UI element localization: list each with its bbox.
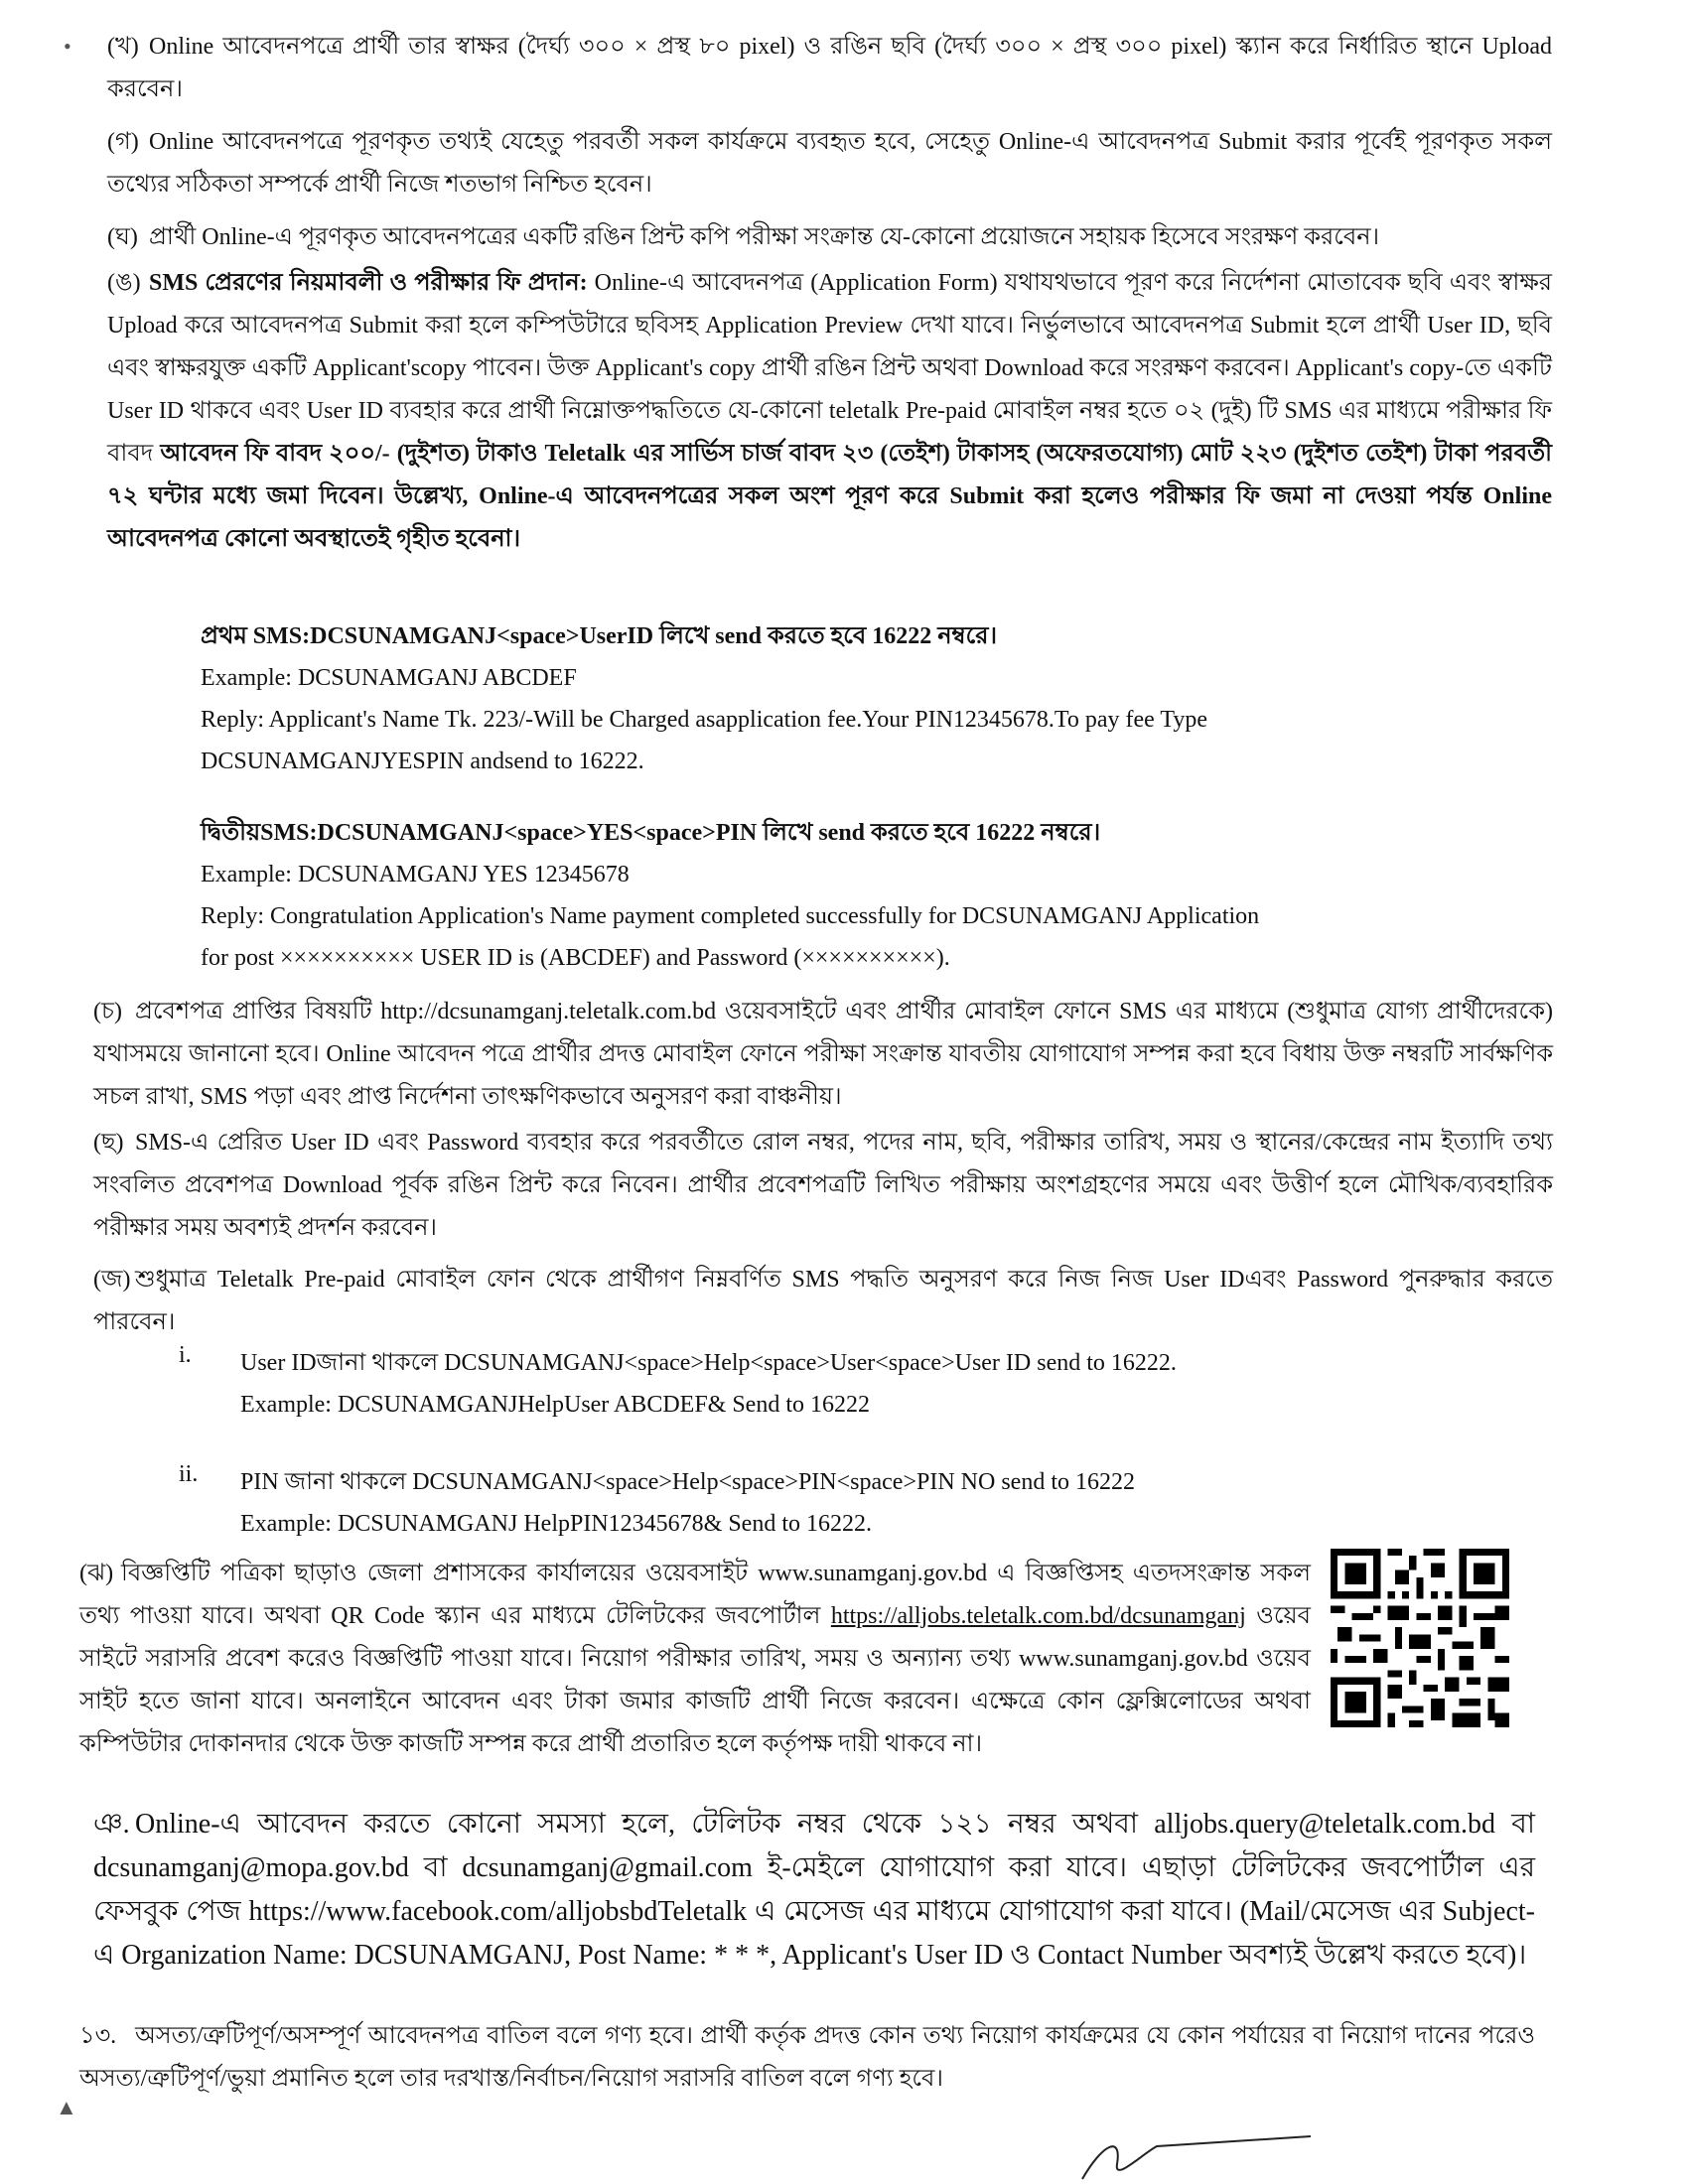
para-uma: [107, 262, 1552, 561]
para-text: Online-এ আবেদনপত্র (Application Form) যথাযথভাবে পূরণ করে নির্দেশনা মোতাবেক ছবি এবং স্বাক্ষর Upload করে আবেদনপত্র Submit করা হলে কম্পিউটারে ছবিসহ Application Preview দেখা যাবে। নির্ভুলভাবে আবেদনপত্র Submit হলে প্রার্থী User ID, ছবি এবং স্বাক্ষরযুক্ত একটি Applicant'scopy পাবেন। উক্ত Applicant's copy প্রার্থী রঙিন প্রিন্ট অথবা Download করে সংরক্ষণ করবেন। Applicant's copy-তে একটি User ID থাকবে এবং User ID ব্যবহার করে প্রার্থী নিম্নোক্তপদ্ধতিতে যে-কোনো teletalk Pre-paid মোবাইল নম্বর হতে ০২ (দুই) টি SMS এর মাধ্যমে পরীক্ষার ফি বাবদ: [107, 270, 1552, 467]
qr-code-icon: [1331, 1549, 1509, 1727]
item-i-block: [240, 1342, 1531, 1426]
sms-second-block: [201, 812, 1551, 979]
margin-mark-bottom: ▲: [56, 2095, 77, 2119]
sms-first-example: Example: DCSUNAMGANJ ABCDEF: [201, 665, 577, 691]
item-i-example: Example: DCSUNAMGANJHelpUser ABCDEF& Send to 16222: [240, 1392, 870, 1418]
sms-second-reply-cont: for post ×××××××××× USER ID is (ABCDEF) and Password (××××××××××).: [201, 945, 950, 971]
para-kha: [107, 26, 1552, 111]
para-label: (গ): [107, 129, 139, 155]
para-label: (ঙ): [107, 270, 141, 296]
job-portal-link[interactable]: https://alljobs.teletalk.com.bd/dcsunamganj: [830, 1603, 1246, 1629]
item-ii-number: ii.: [179, 1461, 199, 1487]
para-label: ঞ.: [93, 1809, 130, 1840]
margin-mark-top: •: [64, 34, 71, 59]
para-label: (ছ): [93, 1130, 124, 1156]
item-ii-block: [240, 1461, 1531, 1545]
para-text: Online আবেদনপত্রে প্রার্থী তার স্বাক্ষর (দৈর্ঘ্য ৩০০ × প্রস্থ ৮০ pixel) ও রঙিন ছবি (দৈর্ঘ্য ৩০০ × প্রস্থ ৩০০ pixel) স্ক্যান করে নির্ধারিত স্থানে Upload করবেন।: [107, 34, 1552, 102]
para-label: (খ): [107, 34, 139, 60]
para-text: প্রার্থী Online-এ পূরণকৃত আবেদনপত্রের একটি রঙিন প্রিন্ট কপি পরীক্ষা সংক্রান্ত যে-কোনো প্রয়োজনে সহায়ক হিসেবে সংরক্ষণ করবেন।: [149, 224, 1380, 250]
para-nya: [93, 1803, 1535, 1978]
para-ga: [107, 121, 1552, 206]
sms-second-line: দ্বিতীয়SMS:DCSUNAMGANJ<space>YES<space>PIN লিখে send করতে হবে 16222 নম্বরে।: [201, 820, 1101, 846]
fee-text: আবেদন ফি বাবদ ২০০/- (দুইশত) টাকাও Teletalk এর সার্ভিস চার্জ বাবদ ২৩ (তেইশ) টাকাসহ (অফেরতযোগ্য) মোট ২২৩ (দুইশত তেইশ) টাকা পরবর্তী ৭২ ঘন্টার মধ্যে জমা দিবেন। উল্লেখ্য, Online-এ আবেদনপত্রের সকল অংশ পূরণ করে Submit করা হলেও পরীক্ষার ফি জমা না দেওয়া পর্যন্ত Online আবেদনপত্র কোনো অবস্থাতেই গৃহীত হবেনা।: [107, 441, 1552, 552]
para-text-cont: ওয়েব সাইটে সরাসরি প্রবেশ করেও বিজ্ঞপ্তিটি পাওয়া যাবে। নিয়োগ পরীক্ষার তারিখ, সময় ও অন্যান্য তথ্য www.sunamganj.gov.bd ওয়েব সাইট হতে জানা যাবে। অনলাইনে আবেদন এবং টাকা জমার কাজটি প্রার্থী নিজে করবেন। এক্ষেত্রে কোন ফ্লেক্সিলোডের অথবা কম্পিউটার দোকানদার থেকে উক্ত কাজটি সম্পন্ন করে প্রার্থী প্রতারিত হলে কর্তৃপক্ষ দায়ী থাকবে না।: [79, 1603, 1312, 1757]
para-ja: [93, 1259, 1553, 1344]
sms-first-reply: Reply: Applicant's Name Tk. 223/-Will be Charged asapplication fee.Your PIN12345678.To pay fee Type: [201, 707, 1208, 733]
para-label: (জ): [93, 1267, 131, 1293]
para-gha: [107, 216, 1552, 259]
para-text: প্রবেশপত্র প্রাপ্তির বিষয়টি http://dcsunamganj.teletalk.com.bd ওয়েবসাইটে এবং প্রার্থীর মোবাইল ফোনে SMS এর মাধ্যমে (শুধুমাত্র যোগ্য প্রার্থীদেরকে) যথাসময়ে জানানো হবে। Online আবেদন পত্রে প্রার্থীর প্রদত্ত মোবাইল ফোনে পরীক্ষা সংক্রান্ত যাবতীয় যোগাযোগ সম্পন্ন করা হবে বিধায় উক্ত নম্বরটি সার্বক্ষণিক সচল রাখা, SMS পড়া এবং প্রাপ্ত নির্দেশনা তাৎক্ষণিকভাবে অনুসরণ করা বাঞ্চনীয়।: [93, 999, 1553, 1110]
para-chha: [93, 1122, 1553, 1250]
para-text: Online আবেদনপত্রে পূরণকৃত তথ্যই যেহেতু পরবর্তী সকল কার্যক্রমে ব্যবহৃত হবে, সেহেতু Online-এ আবেদনপত্র Submit করার পূর্বেই পূরণকৃত সকল তথ্যের সঠিকতা সম্পর্কে প্রার্থী নিজে শতভাগ নিশ্চিত হবেন।: [107, 129, 1552, 198]
para-cha: [93, 991, 1553, 1119]
item-ii-example: Example: DCSUNAMGANJ HelpPIN12345678& Send to 16222.: [240, 1511, 872, 1537]
sms-first-block: [201, 615, 1551, 782]
item-i-number: i.: [179, 1342, 192, 1368]
para-label: (চ): [93, 999, 122, 1024]
para-label: (ঘ): [107, 224, 138, 250]
para-text: SMS-এ প্রেরিত User ID এবং Password ব্যবহার করে পরবর্তীতে রোল নম্বর, পদের নাম, ছবি, পরীক্ষার তারিখ, সময় ও স্থানের/কেন্দ্রের নাম ইত্যাদি তথ্য সংবলিত প্রবেশপত্র Download পূর্বক রঙিন প্রিন্ট করে নিবেন। প্রার্থীর প্রবেশপত্রটি লিখিত পরীক্ষায় অংশগ্রহণের সময়ে এবং উত্তীর্ণ হলে মৌখিক/ব্যবহারিক পরীক্ষার সময় অবশ্যই প্রদর্শন করবেন।: [93, 1130, 1553, 1241]
para-13: [79, 2015, 1535, 2101]
para-jha: [79, 1553, 1311, 1766]
para-heading: SMS প্রেরণের নিয়মাবলী ও পরীক্ষার ফি প্রদান:: [149, 270, 588, 296]
para-label: ১৩.: [79, 2023, 117, 2049]
item-i-line: User IDজানা থাকলে DCSUNAMGANJ<space>Help<space>User<space>User ID send to 16222.: [240, 1350, 1177, 1376]
para-text: শুধুমাত্র Teletalk Pre-paid মোবাইল ফোন থেকে প্রার্থীগণ নিম্নবর্ণিত SMS পদ্ধতি অনুসরণ করে নিজ নিজ User IDএবং Password পুনরুদ্ধার করতে পারবেন।: [93, 1267, 1553, 1335]
item-ii-line: PIN জানা থাকলে DCSUNAMGANJ<space>Help<space>PIN<space>PIN NO send to 16222: [240, 1469, 1135, 1495]
para-text: অসত্য/ত্রুটিপূর্ণ/অসম্পূর্ণ আবেদনপত্র বাতিল বলে গণ্য হবে। প্রার্থী কর্তৃক প্রদত্ত কোন তথ্য নিয়োগ কার্যক্রমের যে কোন পর্যায়ের বা নিয়োগ দানের পরেও অসত্য/ত্রুটিপূর্ণ/ভুয়া প্রমানিত হলে তার দরখাস্ত/নির্বাচন/নিয়োগ সরাসরি বাতিল বলে গণ্য হবে।: [79, 2023, 1535, 2092]
para-text: বিজ্ঞপ্তিটি পত্রিকা ছাড়াও জেলা প্রশাসকের কার্যালয়ের ওয়েবসাইট www.sunamganj.gov.bd এ বিজ্ঞপ্তিসহ এতদসংক্রান্ত সকল তথ্য পাওয়া যাবে। অথবা QR Code স্ক্যান এর মাধ্যমে টেলিটকের জবপোর্টাল: [79, 1561, 1311, 1629]
sms-first-reply-cont: DCSUNAMGANJYESPIN andsend to 16222.: [201, 749, 644, 774]
para-label: (ঝ): [79, 1561, 114, 1586]
sms-first-line: প্রথম SMS:DCSUNAMGANJ<space>UserID লিখে send করতে হবে 16222 নম্বরে।: [201, 623, 998, 649]
sms-second-reply: Reply: Congratulation Application's Name payment completed successfully for DCSUNAMGANJ Application: [201, 903, 1260, 929]
para-text: Online-এ আবেদন করতে কোনো সমস্যা হলে, টেলিটক নম্বর থেকে ১২১ নম্বর অথবা alljobs.query@teletalk.com.bd বা dcsunamganj@mopa.gov.bd বা dcsunamganj@gmail.com ই-মেইলে যোগাযোগ করা যাবে। এছাড়া টেলিটকের জবপোর্টাল এর ফেসবুক পেজ https://www.facebook.com/alljobsbdTeletalk এ মেসেজ এর মাধ্যমে যোগাযোগ করা যাবে। (Mail/মেসেজ এর Subject- এ Organization Name: DCSUNAMGANJ, Post Name: * * *, Applicant's User ID ও Contact Number অবশ্যই উল্লেখ করতে হবে)।: [93, 1809, 1535, 1971]
signature-mark: [1062, 2124, 1321, 2184]
sms-second-example: Example: DCSUNAMGANJ YES 12345678: [201, 862, 630, 887]
